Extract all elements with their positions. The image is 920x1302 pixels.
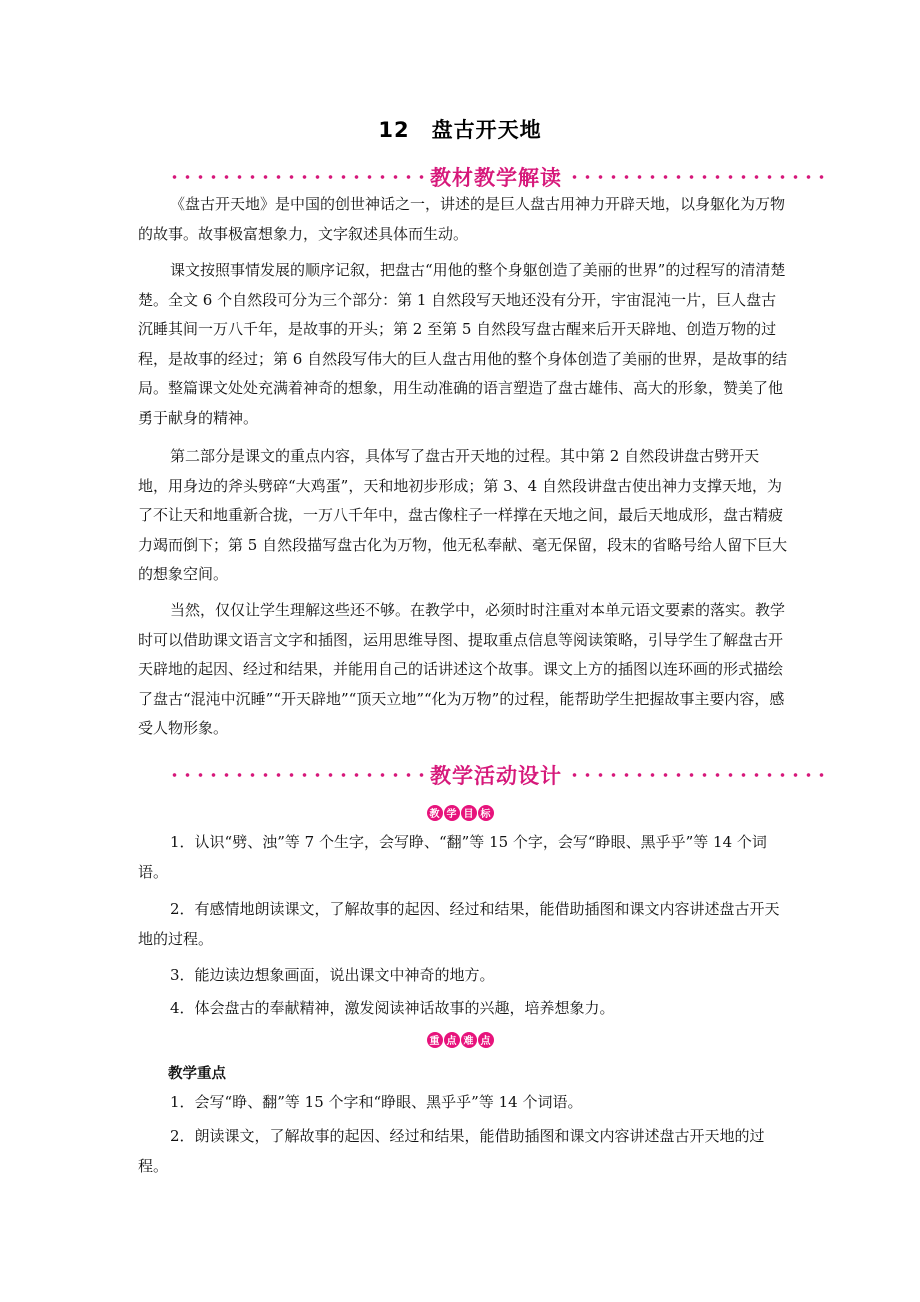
section-banner-textbook-interpretation bbox=[166, 162, 826, 192]
badge-char: 目 bbox=[461, 805, 477, 821]
dotted-rule-right bbox=[566, 772, 826, 778]
badge-char: 点 bbox=[444, 1032, 460, 1048]
badge-char: 标 bbox=[478, 805, 494, 821]
goal-item-3: 3．能边读边想象画面，说出课文中神奇的地方。 bbox=[170, 966, 495, 984]
badge-char: 教 bbox=[427, 805, 443, 821]
key-difficult-points-badge bbox=[0, 1029, 920, 1048]
badge-char: 学 bbox=[444, 805, 460, 821]
paragraph-4: 当然，仅仅让学生理解这些还不够。在教学中，必须时时注重对本单元语文要素的落实。教学时可以借助课文语言文字和插图，运用思维导图、提取重点信息等阅读策略，引导学生了解盘古开天辟地的起因、经过和结果，并能用自己的话讲述这个故事。课文上方的插图以连环画的形式描绘了盘古“混沌中沉睡”“开天辟地”“顶天立地”“化为万物”的过程，能帮助学生把握故事主要内容，感受人物形象。 bbox=[138, 601, 786, 738]
dotted-rule-left bbox=[166, 772, 426, 778]
paragraph-2: 课文按照事情发展的顺序记叙，把盘古“用他的整个身躯创造了美丽的世界”的过程写的清清楚楚。全文 6 个自然段可分为三个部分：第 1 自然段写天地还没有分开，宇宙混沌一片，巨人盘古沉睡其间一万八千年，是故事的开头；第 2 至第 5 自然段写盘古醒来后开天辟地、创造万物的过程，是故事的经过；第 6 自然段写伟大的巨人盘古用他的整个身体创造了美丽的世界，是故事的结局。整篇课文处处充满着神奇的想象，用生动准确的语言塑造了盘古雄伟、高大的形象，赞美了他勇于献身的精神。 bbox=[138, 261, 788, 427]
key-point-2: 2．朗读课文，了解故事的起因、经过和结果，能借助插图和课文内容讲述盘古开天地的过程。 bbox=[138, 1127, 765, 1175]
badge-char: 点 bbox=[478, 1032, 494, 1048]
dotted-rule-left bbox=[166, 174, 426, 180]
lesson-title: 12 盘古开天地 bbox=[378, 118, 542, 142]
badge-char: 难 bbox=[461, 1032, 477, 1048]
goal-item-2: 2．有感情地朗读课文，了解故事的起因、经过和结果，能借助插图和课文内容讲述盘古开天地的过程。 bbox=[138, 900, 780, 948]
dotted-rule-right bbox=[566, 174, 826, 180]
banner-label: 教学活动设计 bbox=[430, 764, 562, 788]
section-banner-activity-design bbox=[166, 760, 826, 790]
paragraph-1: 《盘古开天地》是中国的创世神话之一，讲述的是巨人盘古用神力开辟天地，以身躯化为万物的故事。故事极富想象力，文字叙述具体而生动。 bbox=[138, 195, 786, 243]
key-point-1: 1．会写“睁、翻”等 15 个字和“睁眼、黑乎乎”等 14 个词语。 bbox=[170, 1093, 583, 1111]
teaching-goals-badge bbox=[0, 802, 920, 821]
banner-label: 教材教学解读 bbox=[430, 166, 562, 190]
key-points-heading: 教学重点 bbox=[168, 1066, 226, 1082]
paragraph-3: 第二部分是课文的重点内容，具体写了盘古开天地的过程。其中第 2 自然段讲盘古劈开天地，用身边的斧头劈碎“大鸡蛋”，天和地初步形成；第 3、4 自然段讲盘古使出神力支撑天地，为了不让天和地重新合拢，一万八千年中，盘古像柱子一样撑在天地之间，最后天地成形，盘古精疲力竭而倒下；第 5 自然段描写盘古化为万物，他无私奉献、毫无保留，段末的省略号给人留下巨大的想象空间。 bbox=[138, 447, 788, 584]
goal-item-1: 1．认识“劈、浊”等 7 个生字，会写睁、“翻”等 15 个字，会写“睁眼、黑乎乎”等 14 个词语。 bbox=[138, 833, 767, 881]
badge-char: 重 bbox=[427, 1032, 443, 1048]
goal-item-4: 4．体会盘古的奉献精神，激发阅读神话故事的兴趣，培养想象力。 bbox=[170, 999, 615, 1017]
